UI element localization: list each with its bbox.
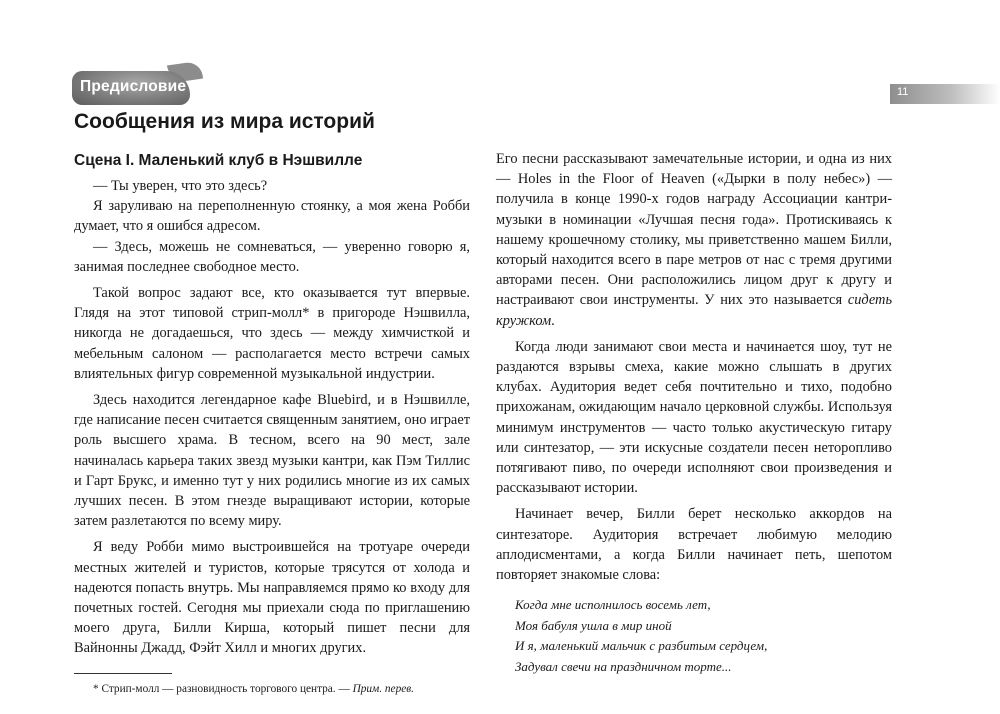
paragraph: Такой вопрос задают все, кто оказывается тут впервые. Глядя на этот типовой стрип-молл* в пригороде Нэшвилла, никогда не догадаешься, что здесь — между химчисткой и мебельным салоном — располагается место встречи самых влиятельных фигур современной музыкальной индустрии. xyxy=(74,285,470,382)
verse-line: И я, маленький мальчик с разбитым сердцем, xyxy=(515,638,768,654)
paragraph: Я веду Робби мимо выстроившейся на тротуаре очереди местных жителей и туристов, которые трясутся от холода и надеются попасть внутрь. Мы направляемся прямо ко входу для почетных гостей. Сегодня мы приехали сюда по приглашению моего друга, Билли Кирша, который пишет песни для Вайнонны Джадд, Фэйт Хилл и многих других. xyxy=(74,539,470,657)
paragraph: Я заруливаю на переполненную стоянку, а моя жена Робби думает, что я ошибся адресом. xyxy=(74,198,470,235)
footnote-text: * Стрип-молл — разновидность торгового центра. — xyxy=(93,682,353,695)
paragraph: Когда люди занимают свои места и начинается шоу, тут не раздаются взрывы смеха, какие можно слышать в других клубах. Аудитория ведет себя почтительно и тихо, подобно прихожанам, ожидающим начало церковной службы. Используя минимум инструментов — часто только акустическую гитару или синтезатор, — эти искусные создатели песен неторопливо потягивают пиво, по очереди исполняют свои произведения и рассказывают истории. xyxy=(496,338,892,497)
page-number: 11 xyxy=(897,86,909,98)
paragraph xyxy=(496,149,892,331)
left-column xyxy=(74,150,470,696)
verse-line: Задувал свечи на праздничном торте... xyxy=(515,658,732,674)
song-verse xyxy=(515,595,892,677)
paragraph: — Здесь, можешь не сомневаться, — уверенно говорю я, занимая последнее свободное место. xyxy=(74,238,470,275)
paragraph-italic-phrase: сидеть кружком xyxy=(496,292,892,329)
paragraph: Начинает вечер, Билли берет несколько аккордов на синтезаторе. Аудитория встречает любимую мелодию аплодисментами, а когда Билли начинает петь, шепотом повторяет знакомые слова: xyxy=(496,506,892,584)
paragraph: Здесь находится легендарное кафе Bluebird, и в Нэшвилле, где написание песен считается священным занятием, оно играет роль высшего храма. В тесном, всего на 90 мест, зале начиналась карьера таких звезд музыки кантри, как Пэм Тиллис и Гарт Брукс, и именно тут у них родились многие из их самых лучших песен. В этом гнезде выращивают истории, которые затем разлетаются по всему миру. xyxy=(74,392,470,530)
section-badge-label: Предисловие xyxy=(80,78,187,95)
footnote-translator-note: Прим. перев. xyxy=(352,682,414,695)
verse-line: Моя бабуля ушла в мир иной xyxy=(515,617,672,633)
right-column xyxy=(496,149,892,677)
scene-heading: Сцена I. Маленький клуб в Нэшвилле xyxy=(74,152,363,169)
paragraph-end: . xyxy=(551,312,555,329)
chapter-title: Сообщения из мира историй xyxy=(74,110,375,133)
paragraph-text: Его песни рассказывают замечательные истории, и одна из них — Holes in the Floor of Heaven («Дырки в полу небес») — получила в конце 1990-х годов награду Ассоциации кантри-музыки в номинации «Лучшая песня года». Протискиваясь к нашему крошечному столику, мы приветственно машем Билли, который находится всего в паре метров от нас с тремя другими авторами песен. Они расположились лицом друг к другу и настраивают свои инструменты. У них это называется xyxy=(496,151,892,309)
footnote-divider xyxy=(74,673,172,674)
verse-line: Когда мне исполнилось восемь лет, xyxy=(515,597,711,613)
paragraph: — Ты уверен, что это здесь? xyxy=(93,178,268,194)
footnote xyxy=(74,682,470,696)
